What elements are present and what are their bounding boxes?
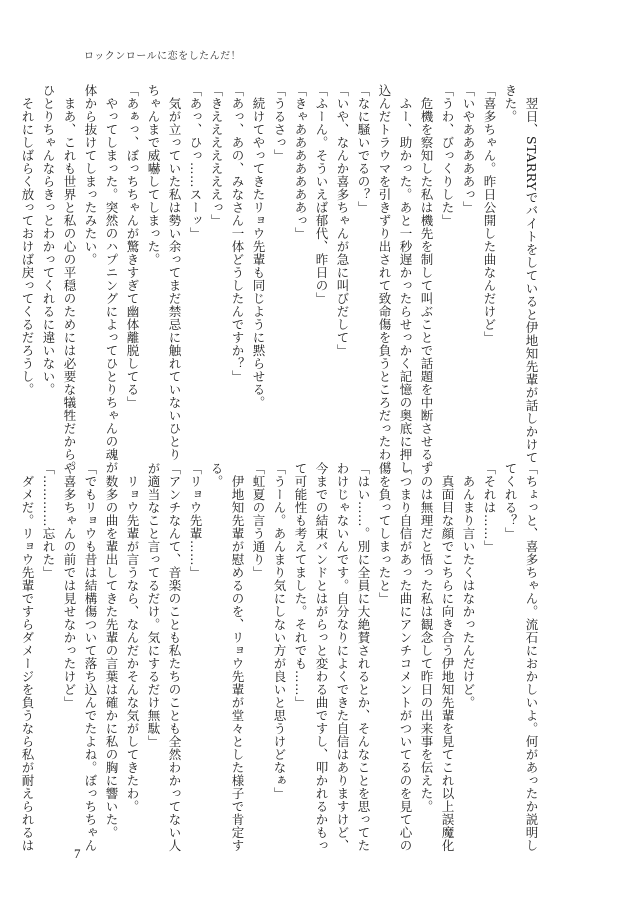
- text-line: 伊地知先輩が慰めるのを、リョウ先輩が堂々とした様子で肯定す: [230, 462, 245, 852]
- text-line: る。: [209, 462, 224, 488]
- text-line: 「うわ、びっくりした」: [440, 84, 455, 227]
- text-line: 気が立っていた私は勢い余ってまだ禁忌に触れていないひとり: [167, 84, 182, 461]
- text-line: まあ、これも世界と私の心の平穏のためには必要な犠牲だから。: [62, 84, 77, 474]
- text-line: 翌日、STARRYでバイトをしていると伊地知先輩が話しかけて: [524, 84, 539, 464]
- text-line: 「いやあああああっ」: [461, 84, 476, 214]
- text-line: 危機を察知した私は機先を制して叫ぶことで話題を中断させる。: [419, 84, 434, 474]
- text-line: 「あっ、あの、みなさん一体どうしたんですか？」: [230, 84, 245, 383]
- text-line: 真面目な顔でこちらに向き合う伊地知先輩を見てこれ以上誤魔化: [440, 462, 455, 852]
- text-line: 「…………忘れた」: [41, 462, 56, 579]
- text-line: 「なに騒いでるの？」: [356, 84, 371, 214]
- text-line: 「それは……」: [482, 462, 497, 553]
- text-line: それにしばらく放っておけば戻ってくるだろうし。: [20, 84, 35, 396]
- text-line: 「はい……。別に全員に大絶賛されるとか、そんなことを思ってた: [356, 462, 371, 852]
- text-line: が適当なこと言ってるだけ。気にするだけ無駄」: [146, 462, 161, 748]
- text-block-top: [20, 84, 542, 474]
- text-line: ひとりちゃんならきっとわかってくれるに違いない。: [41, 84, 56, 396]
- text-line: 「うるさっ」: [272, 84, 287, 162]
- text-line: きた。: [503, 84, 518, 123]
- text-line: 「うーん。あんまり気にしない方が良いと思うけどなぁ」: [272, 462, 287, 800]
- text-line: 数多の曲を輩出してきた先輩の言葉は確かに私の胸に響いた。: [104, 462, 119, 839]
- text-line: 今までの結束バンドとはがらっと変わる曲ですし、叩かれるかもっ: [314, 462, 329, 852]
- text-line: 込んだトラウマを引きずり出されて致命傷を負うところだったわ。: [377, 84, 392, 474]
- text-line: 「リョウ先輩……」: [188, 462, 203, 579]
- text-line: 「きゃあああああああっ」: [293, 84, 308, 240]
- text-line: ふー、助かった。あと一秒遅かったらせっかく記憶の奥底に押し: [398, 84, 413, 474]
- text-line: 「あぁっ、ぼっちちゃんが驚きすぎて幽体離脱してる」: [125, 84, 140, 409]
- text-line: 「あっ、ひっ……スーッ」: [188, 84, 203, 240]
- text-line: 「虹夏の言う通り」: [251, 462, 266, 579]
- text-block-bottom: [20, 462, 542, 852]
- text-line: 「いや、なんか喜多ちゃんが急に叫びだして」: [335, 84, 350, 357]
- text-line: 「でもリョウも昔は結構傷ついて落ち込んでたよね。ぼっちちゃん: [83, 462, 98, 852]
- text-line: 続けてやってきたリョウ先輩も同じように黙らせる。: [251, 84, 266, 409]
- text-line: ダメだ。リョウ先輩ですらダメージを負うなら私が耐えられるは: [20, 462, 35, 852]
- text-line: 「つまり自信があった曲にアンチコメントがついてるのを見て心の: [398, 462, 413, 852]
- text-line: ちゃんまで威嚇してしまった。: [146, 84, 161, 266]
- text-line: 「喜多ちゃん。昨日公開した曲なんだけど」: [482, 84, 497, 344]
- text-line: 「きえええええええっ」: [209, 84, 224, 227]
- text-line: 体から抜けてしまったみたい。: [83, 84, 98, 266]
- text-line: やってしまった。突然のハプニングによってひとりちゃんの魂が: [104, 84, 119, 474]
- running-title: ロックンロールに恋をしたんだ！: [84, 51, 242, 62]
- text-line: てくれる？」: [503, 462, 518, 540]
- text-line: 「アンチなんて、音楽のことも私たちのことも全然わかってない人: [167, 462, 182, 852]
- page-number: 7: [74, 846, 81, 861]
- text-line: て可能性も考えてました。それでも……」: [293, 462, 308, 709]
- text-line: わけじゃないんです。自分なりによくできた自信はありますけど、: [335, 462, 350, 852]
- text-line: 傷を負ってしまったと」: [377, 462, 392, 605]
- text-line: リョウ先輩が言うなら、なんだかそんな気がしてきたわ。: [125, 462, 140, 813]
- text-line: 「ふーん。そういえば郁代、昨日の」: [314, 84, 329, 305]
- text-line: 「ちょっと、喜多ちゃん。流石におかしいよ。何があったか説明し: [524, 462, 539, 852]
- text-line: あんまり言いたくはなかったんだけど。: [461, 462, 476, 709]
- text-line: すのは無理だと悟った私は観念して昨日の出来事を伝えた。: [419, 462, 434, 813]
- text-line: や喜多ちゃんの前では見せなかったけど」: [62, 462, 77, 709]
